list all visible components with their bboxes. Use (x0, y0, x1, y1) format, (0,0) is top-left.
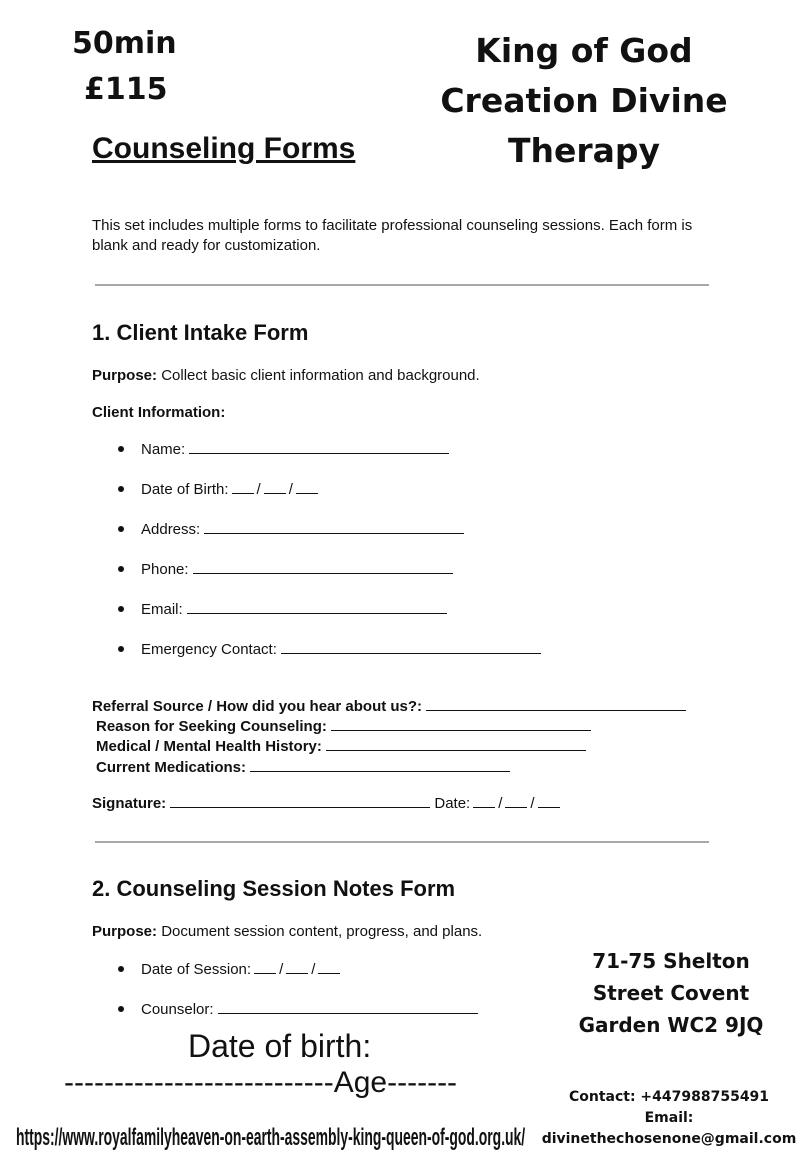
emergency-contact-field[interactable] (118, 640, 541, 658)
address-line-1: 71-75 Shelton (592, 949, 750, 973)
address-input-line[interactable] (204, 520, 464, 534)
address-line-3: Garden WC2 9JQ (578, 1013, 764, 1037)
duration-label: 50min (72, 26, 177, 61)
medications-input-line[interactable] (250, 758, 510, 772)
referral-label: Referral Source / How did you hear about us?: (92, 698, 423, 715)
dob-field[interactable]: Date of Birth: / / (118, 480, 321, 498)
referral-field[interactable] (92, 697, 686, 715)
intro-line-2: blank and ready for customization. (92, 237, 321, 254)
phone-field[interactable] (118, 560, 453, 578)
intro-paragraph (92, 216, 717, 256)
price-label: £115 (84, 72, 168, 107)
history-input-line[interactable] (326, 737, 586, 751)
contact-email-label: Email: (644, 1110, 694, 1126)
brand-line-3: Therapy (507, 131, 661, 170)
reason-field[interactable] (96, 717, 591, 735)
email-field[interactable] (118, 600, 447, 618)
counselor-input-line[interactable] (218, 1000, 478, 1014)
contact-block (538, 1087, 800, 1150)
document-title: Counseling Forms (92, 132, 356, 165)
name-label: Name: (141, 441, 186, 458)
bullet-icon (118, 486, 124, 492)
bullet-icon (118, 1006, 124, 1012)
signature-row[interactable]: Signature: Date: / / (92, 794, 563, 812)
date-of-session-label: Date of Session: (141, 961, 252, 978)
medications-field[interactable] (96, 758, 510, 776)
name-input-line[interactable] (189, 440, 449, 454)
session-day-line[interactable] (254, 960, 276, 974)
dob-month-line[interactable] (264, 480, 286, 494)
brand-title (425, 26, 743, 176)
date-year-line[interactable] (538, 794, 560, 808)
date-month-line[interactable] (505, 794, 527, 808)
dob-label: Date of Birth: (141, 481, 229, 498)
bullet-icon (118, 526, 124, 532)
session-purpose-text: Document session content, progress, and plans. (161, 923, 483, 940)
bullet-icon (118, 646, 124, 652)
history-label: Medical / Mental Health History: (96, 738, 322, 755)
referral-input-line[interactable] (426, 697, 686, 711)
session-heading: 2. Counseling Session Notes Form (92, 876, 456, 901)
date-of-session-field[interactable]: Date of Session: / / (118, 960, 343, 978)
intake-purpose (92, 367, 480, 384)
contact-email[interactable]: divinethechosenone@gmail.com (541, 1131, 797, 1147)
session-purpose (92, 923, 482, 940)
session-month-line[interactable] (286, 960, 308, 974)
phone-label: Phone: (141, 561, 189, 578)
client-info-label: Client Information: (92, 404, 226, 421)
signature-label: Signature: (92, 795, 167, 812)
intake-heading: 1. Client Intake Form (92, 320, 309, 345)
brand-line-1: King of God (475, 31, 693, 70)
age-overlay-line: ---------------------------Age------- (64, 1066, 458, 1099)
dob-overlay-label: Date of birth: (188, 1028, 372, 1064)
emergency-contact-label: Emergency Contact: (141, 641, 277, 658)
divider-1 (95, 284, 709, 286)
name-field[interactable] (118, 440, 449, 458)
contact-phone: Contact: +447988755491 (568, 1089, 770, 1105)
bullet-icon (118, 966, 124, 972)
session-purpose-label: Purpose: (92, 923, 158, 940)
history-field[interactable] (96, 737, 586, 755)
divider-2 (95, 841, 709, 843)
bullet-icon (118, 566, 124, 572)
session-year-line[interactable] (318, 960, 340, 974)
counselor-field[interactable] (118, 1000, 478, 1018)
email-label: Email: (141, 601, 183, 618)
website-url[interactable]: https://www.royalfamilyheaven-on-earth-assembly-king-queen-of-god.org.uk/ (16, 1124, 526, 1151)
emergency-contact-input-line[interactable] (281, 640, 541, 654)
dob-day-line[interactable] (232, 480, 254, 494)
counselor-label: Counselor: (141, 1001, 214, 1018)
bullet-icon (118, 446, 124, 452)
date-day-line[interactable] (473, 794, 495, 808)
address-line-2: Street Covent (592, 981, 750, 1005)
address-label: Address: (141, 521, 201, 538)
medications-label: Current Medications: (96, 759, 247, 776)
address-field[interactable] (118, 520, 464, 538)
bullet-icon (118, 606, 124, 612)
dob-year-line[interactable] (296, 480, 318, 494)
brand-line-2: Creation Divine (440, 81, 728, 120)
reason-input-line[interactable] (331, 717, 591, 731)
email-input-line[interactable] (187, 600, 447, 614)
phone-input-line[interactable] (193, 560, 453, 574)
business-address (560, 945, 782, 1041)
signature-input-line[interactable] (170, 794, 430, 808)
date-label: Date: (434, 795, 471, 812)
intake-purpose-text: Collect basic client information and background. (161, 367, 480, 384)
reason-label: Reason for Seeking Counseling: (96, 718, 327, 735)
intake-purpose-label: Purpose: (92, 367, 158, 384)
intro-line-1: This set includes multiple forms to facilitate professional counseling sessions. Each form is (92, 217, 693, 234)
